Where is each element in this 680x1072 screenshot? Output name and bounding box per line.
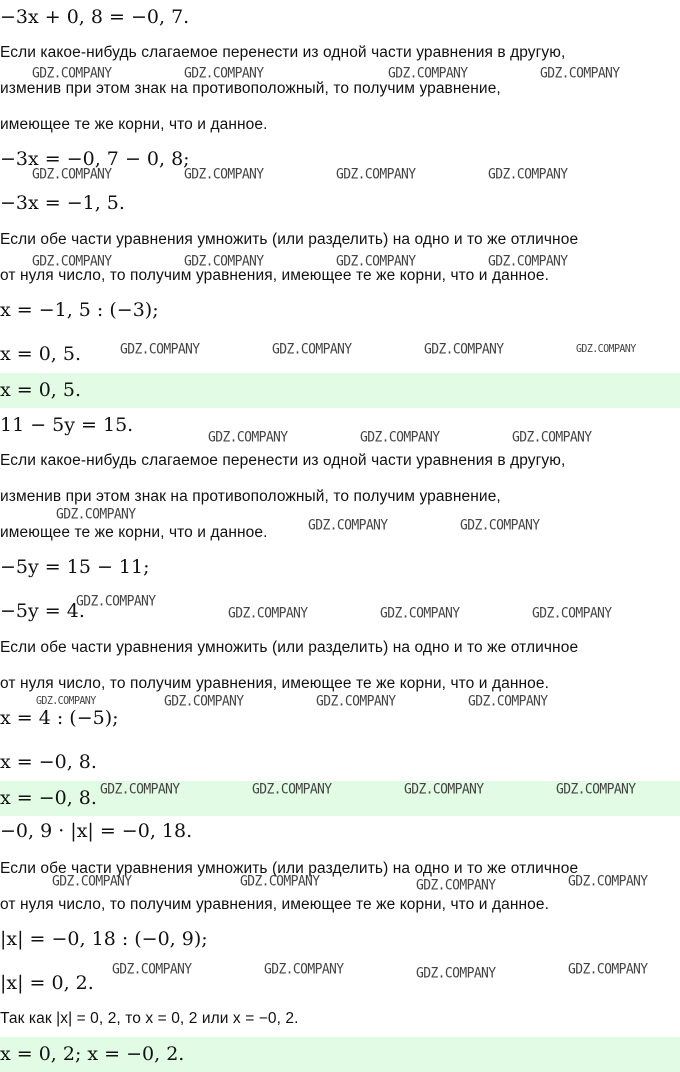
equation: x = 4 : (−5); xyxy=(0,707,119,729)
watermark: GDZ.COMPANY xyxy=(228,605,308,622)
rule-text: Если обе части уравнения умножить (или разделить) на одно и то же отличное xyxy=(0,639,579,656)
watermark: GDZ.COMPANY xyxy=(540,65,620,82)
watermark: GDZ.COMPANY xyxy=(460,517,540,534)
rule-text: имеющее те же корни, что и данное. xyxy=(0,524,268,541)
watermark: GDZ.COMPANY xyxy=(32,253,112,270)
rule-text: Если какое-нибудь слагаемое перенести из одной части уравнения в другую, xyxy=(0,44,566,61)
watermark: GDZ.COMPANY xyxy=(568,873,648,890)
rule-text: Если обе части уравнения умножить (или разделить) на одно и то же отличное xyxy=(0,860,579,877)
equation: −3x + 0, 8 = −0, 7. xyxy=(0,6,190,28)
watermark: GDZ.COMPANY xyxy=(336,253,416,270)
rule-text: от нуля число, то получим уравнения, имеющее те же корни, что и данное. xyxy=(0,896,549,913)
watermark: GDZ.COMPANY xyxy=(240,873,320,890)
watermark: GDZ.COMPANY xyxy=(164,693,244,710)
watermark: GDZ.COMPANY xyxy=(424,341,504,358)
watermark: GDZ.COMPANY xyxy=(316,693,396,710)
rule-text: изменив при этом знак на противоположный, то получим уравнение, xyxy=(0,80,501,97)
rule-text: от нуля число, то получим уравнения, имеющее те же корни, что и данное. xyxy=(0,675,549,692)
watermark: GDZ.COMPANY xyxy=(360,429,440,446)
watermark: GDZ.COMPANY xyxy=(120,341,200,358)
answer-equation: x = 0, 5. xyxy=(0,379,82,401)
watermark: GDZ.COMPANY xyxy=(416,965,496,982)
watermark: GDZ.COMPANY xyxy=(52,873,132,890)
note-text: Так как |x| = 0, 2, то x = 0, 2 или x = −0, 2. xyxy=(0,1010,299,1027)
equation: −5y = 15 − 11; xyxy=(0,556,150,578)
watermark: GDZ.COMPANY xyxy=(532,605,612,622)
watermark: GDZ.COMPANY xyxy=(56,506,136,523)
watermark: GDZ.COMPANY xyxy=(32,166,112,183)
watermark: GDZ.COMPANY xyxy=(264,961,344,978)
rule-text: изменив при этом знак на противоположный, то получим уравнение, xyxy=(0,488,501,505)
watermark: GDZ.COMPANY xyxy=(468,693,548,710)
watermark: GDZ.COMPANY xyxy=(388,65,468,82)
rule-text: Если обе части уравнения умножить (или разделить) на одно и то же отличное xyxy=(0,231,579,248)
watermark: GDZ.COMPANY xyxy=(184,166,264,183)
equation: −5y = 4. xyxy=(0,600,85,622)
equation: −3x = −1, 5. xyxy=(0,192,125,214)
rule-text: Если какое-нибудь слагаемое перенести из одной части уравнения в другую, xyxy=(0,452,566,469)
watermark: GDZ.COMPANY xyxy=(184,65,264,82)
equation: x = −1, 5 : (−3); xyxy=(0,299,159,321)
watermark: GDZ.COMPANY xyxy=(36,695,96,708)
watermark: GDZ.COMPANY xyxy=(32,65,112,82)
answer-equation: x = 0, 2; x = −0, 2. xyxy=(0,1043,185,1065)
watermark: GDZ.COMPANY xyxy=(380,605,460,622)
equation: −0, 9 · |x| = −0, 18. xyxy=(0,820,193,842)
watermark: GDZ.COMPANY xyxy=(100,781,180,798)
equation: |x| = 0, 2. xyxy=(0,972,94,994)
watermark: GDZ.COMPANY xyxy=(336,166,416,183)
watermark: GDZ.COMPANY xyxy=(404,781,484,798)
watermark: GDZ.COMPANY xyxy=(272,341,352,358)
watermark: GDZ.COMPANY xyxy=(112,961,192,978)
rule-text: от нуля число, то получим уравнения, имеющее те же корни, что и данное. xyxy=(0,267,549,284)
watermark: GDZ.COMPANY xyxy=(308,517,388,534)
watermark: GDZ.COMPANY xyxy=(184,253,264,270)
watermark: GDZ.COMPANY xyxy=(568,961,648,978)
answer-highlight xyxy=(0,373,680,408)
watermark: GDZ.COMPANY xyxy=(208,429,288,446)
equation: x = −0, 8. xyxy=(0,751,97,773)
watermark: GDZ.COMPANY xyxy=(252,781,332,798)
watermark: GDZ.COMPANY xyxy=(512,429,592,446)
watermark: GDZ.COMPANY xyxy=(488,166,568,183)
equation: −3x = −0, 7 − 0, 8; xyxy=(0,148,190,170)
watermark: GDZ.COMPANY xyxy=(576,343,636,356)
watermark: GDZ.COMPANY xyxy=(416,877,496,894)
watermark: GDZ.COMPANY xyxy=(76,593,156,610)
equation: 11 − 5y = 15. xyxy=(0,414,134,436)
equation: |x| = −0, 18 : (−0, 9); xyxy=(0,928,208,950)
rule-text: имеющее те же корни, что и данное. xyxy=(0,116,268,133)
watermark: GDZ.COMPANY xyxy=(488,253,568,270)
equation: x = 0, 5. xyxy=(0,343,82,365)
answer-equation: x = −0, 8. xyxy=(0,787,97,809)
watermark: GDZ.COMPANY xyxy=(556,781,636,798)
